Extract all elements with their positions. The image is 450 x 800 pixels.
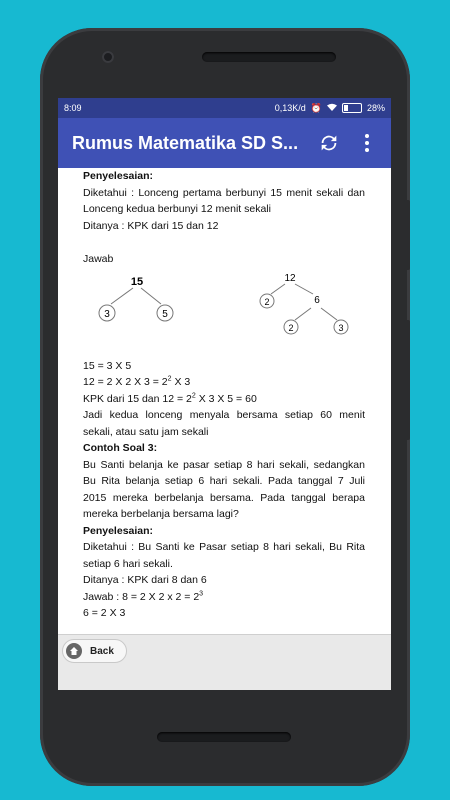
factor-line-12: 12 = 2 X 2 X $3 = 2^2$ X 3: [83, 375, 191, 388]
tree2-l2: 2: [288, 322, 294, 333]
tree1-left: 3: [104, 308, 110, 320]
article-content[interactable]: [58, 168, 391, 634]
battery-icon: [342, 103, 362, 113]
example-3-six: 6 = 2 X 3: [83, 607, 126, 619]
bottom-speaker: [157, 732, 291, 742]
network-speed: 0,13K/d: [274, 103, 306, 113]
volume-button: [404, 200, 410, 270]
example-3-asked: Ditanya : KPK dari 8 dan 6: [83, 574, 207, 586]
factor-tree-15: [83, 270, 193, 350]
back-label: Back: [90, 645, 114, 657]
earpiece-speaker: [202, 52, 336, 62]
back-button[interactable]: [62, 639, 127, 663]
tree2-root: 12: [284, 272, 296, 284]
power-button: [404, 320, 410, 440]
answer-label: Jawab: [83, 253, 114, 265]
factor-trees: [83, 270, 365, 352]
example-3-solution-heading: Penyelesaian:: [83, 524, 154, 537]
wifi-icon: [327, 103, 337, 113]
known-text: Diketahui : Lonceng pertama berbunyi 15 menit sekali dan Lonceng kedua berbunyi 12 menit sekali: [83, 186, 365, 215]
kpk-line: KPK dari 15 dan $12 = 2^2$ X 3 X 5 = 60: [83, 392, 257, 405]
conclusion-text: Jadi kedua lonceng menyala bersama setiap 60 menit sekali, atau satu jam sekali: [83, 409, 365, 438]
tree2-r2: 3: [338, 322, 344, 333]
tree1-root: 15: [130, 275, 144, 288]
alarm-icon: ⏰: [310, 102, 322, 113]
example-3-jawab: Jawab : 8 = 2 X 2 x $2 = 2^3$: [83, 590, 204, 603]
status-time: 8:09: [64, 103, 82, 113]
screen: [58, 98, 391, 690]
app-bar: [58, 118, 391, 168]
example-3-text: Bu Santi belanja ke pasar setiap 8 hari sekali, sedangkan Bu Rita belanja setiap 6 hari sekali. Pada tanggal 7 Juli 2015 mereka berbelanja bersama. Pada tanggal berapa mereka berbelanja bersama lagi?: [83, 458, 365, 520]
example-3-heading: Contoh Soal 3:: [83, 442, 158, 454]
app-title: Rumus Matematika SD S...: [72, 132, 299, 153]
tree2-l1: 2: [264, 296, 270, 307]
bottom-bar: [58, 634, 391, 690]
example-3-known: Diketahui : Bu Santi ke Pasar setiap 8 hari sekali, Bu Rita setiap 6 hari sekali.: [83, 541, 365, 570]
tree2-r1: 6: [314, 294, 320, 306]
status-bar: [58, 98, 391, 118]
factor-tree-12: [255, 270, 365, 350]
home-icon: [66, 643, 82, 659]
battery-percent: 28%: [366, 103, 385, 113]
overflow-menu-icon[interactable]: [353, 129, 381, 157]
asked-text: Ditanya : KPK dari 15 dan 12: [83, 219, 219, 232]
factor-line-15: 15 = 3 X 5: [83, 359, 132, 372]
front-camera: [102, 51, 114, 63]
solution-heading: Penyelesaian:: [83, 170, 154, 182]
tree1-right: 5: [162, 308, 168, 320]
refresh-icon[interactable]: [315, 129, 343, 157]
